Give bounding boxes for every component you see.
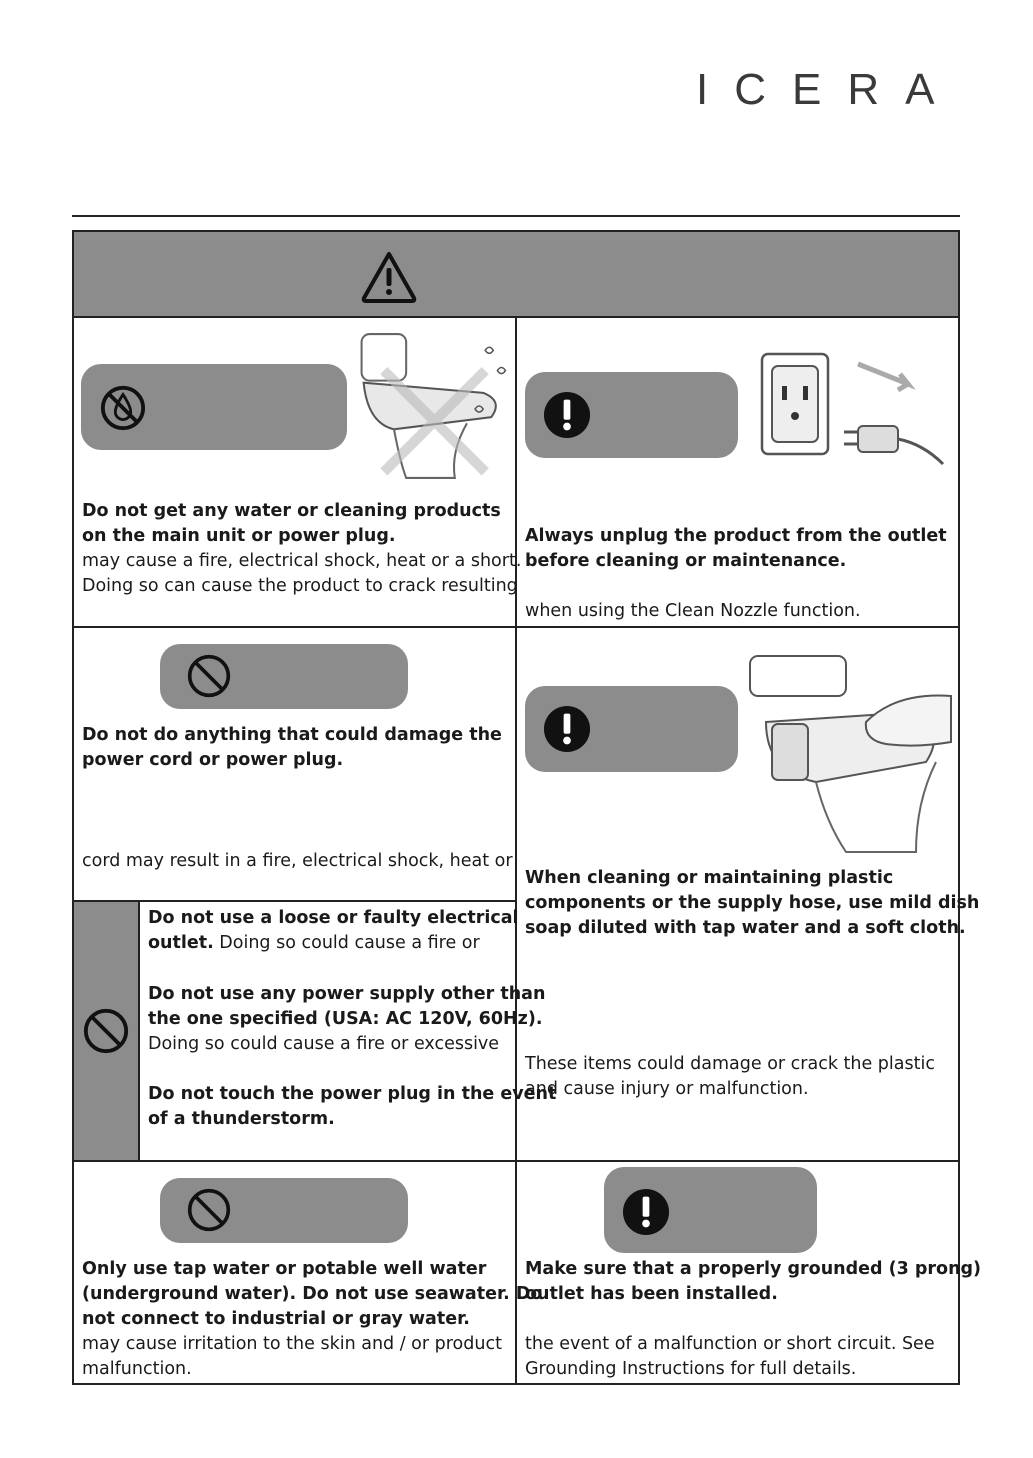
grounding-title-1: Make sure that a properly grounded (3 prong): [525, 1259, 982, 1279]
power-supply-body: Doing so could cause a fire or excessive: [148, 1034, 500, 1054]
no-water-icon: [99, 384, 147, 432]
water-source-title-2: (underground water). Do not use seawater. Do: [82, 1284, 543, 1304]
safety-table: [72, 230, 982, 1385]
prohibited-icon: [186, 653, 232, 699]
grounding-body-1: the event of a malfunction or short circuit. See: [525, 1334, 935, 1354]
unplug-title-1: Always unplug the product from the outlet: [525, 526, 947, 546]
prohibited-badge-water: [160, 1178, 408, 1243]
toilet-splash-illustration: [352, 330, 512, 482]
cleaning-body-1: These items could damage or crack the plastic: [525, 1054, 935, 1074]
water-warning-title-2: on the main unit or power plug.: [82, 526, 396, 546]
outlet-warning-line-2: [148, 931, 480, 956]
cord-body-1: cord may result in a fire, electrical shock, heat or: [82, 851, 513, 871]
brand-logo: ICERA: [696, 65, 961, 114]
mandatory-badge-grounding: [604, 1167, 817, 1253]
water-warning-title-1: Do not get any water or cleaning products: [82, 501, 501, 521]
cleaning-body-2: and cause injury or malfunction.: [525, 1079, 809, 1099]
toilet-wiping-illustration: [746, 652, 956, 857]
water-warning-body-1: may cause a fire, electrical shock, heat or a short.: [82, 551, 522, 571]
outlet-unplug-illustration: [758, 344, 948, 474]
exclamation-icon: [622, 1188, 670, 1236]
water-source-title-1: Only use tap water or potable well water: [82, 1259, 487, 1279]
water-warning-body-2: Doing so can cause the product to crack resulting: [82, 576, 518, 596]
grounding-body-2: Grounding Instructions for full details.: [525, 1359, 857, 1379]
prohibited-sidebar: [74, 902, 140, 1160]
power-supply-title-1: Do not use any power supply other than: [148, 984, 546, 1004]
prohibited-icon: [186, 1187, 232, 1233]
no-water-badge: [81, 364, 347, 450]
row-divider-3: [74, 1160, 958, 1162]
prohibited-badge-cord: [160, 644, 408, 709]
exclamation-icon: [543, 391, 591, 439]
cord-title-2: power cord or power plug.: [82, 750, 344, 770]
cleaning-title-3: soap diluted with tap water and a soft cloth.: [525, 918, 966, 938]
cleaning-title-1: When cleaning or maintaining plastic: [525, 868, 894, 888]
row-divider-1: [74, 626, 958, 628]
grounding-title-2: outlet has been installed.: [525, 1284, 778, 1304]
water-source-body-2: malfunction.: [82, 1359, 192, 1379]
prohibited-icon: [82, 1007, 130, 1055]
thunderstorm-title-2: of a thunderstorm.: [148, 1109, 335, 1129]
mandatory-badge-unplug: [525, 372, 738, 458]
water-source-body-1: may cause irritation to the skin and / or product: [82, 1334, 502, 1354]
power-supply-title-2: the one specified (USA: AC 120V, 60Hz).: [148, 1009, 543, 1029]
outlet-warning-title-2: outlet.: [148, 933, 214, 953]
water-source-title-3: not connect to industrial or gray water.: [82, 1309, 470, 1329]
thunderstorm-title-1: Do not touch the power plug in the event: [148, 1084, 557, 1104]
warning-header-band: [74, 232, 958, 318]
outlet-warning-title-1: Do not use a loose or faulty electrical: [148, 908, 519, 928]
cleaning-title-2: components or the supply hose, use mild dish: [525, 893, 980, 913]
mandatory-badge-cleaning: [525, 686, 738, 772]
center-divider: [515, 318, 517, 1385]
warning-triangle-icon: [360, 250, 418, 304]
unplug-title-2: before cleaning or maintenance.: [525, 551, 847, 571]
cord-title-1: Do not do anything that could damage the: [82, 725, 502, 745]
exclamation-icon: [543, 705, 591, 753]
row-divider-2-left: [74, 900, 517, 902]
outlet-warning-body: Doing so could cause a fire or: [213, 933, 480, 953]
unplug-body-1: when using the Clean Nozzle function.: [525, 601, 861, 621]
header-rule: [72, 215, 960, 217]
